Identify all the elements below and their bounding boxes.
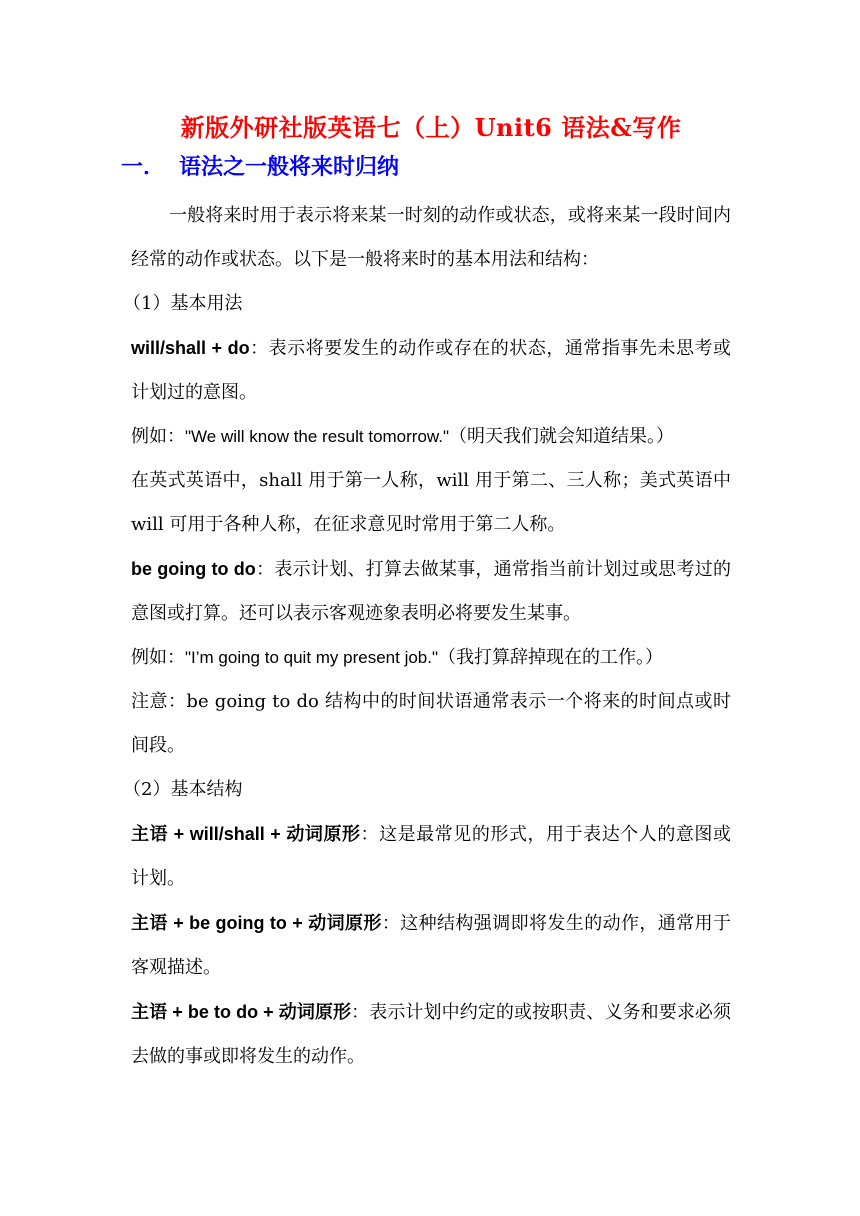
going-example-paragraph [131,636,731,680]
structure-going-term: 主语 + be going to + 动词原形 [131,913,382,933]
structure-going-paragraph [131,901,731,990]
will-example-chinese: （明天我们就会知道结果。） [449,426,675,447]
shall-note-paragraph: 在英式英语中，shall 用于第一人称，will 用于第二、三人称；美式英语中 will 可用于各种人称，在征求意见时常用于第二人称。 [131,470,731,535]
page-title: 新版外研社版英语七（上）Unit6 语法&写作 [180,113,682,142]
section-heading-text: 语法之一般将来时归纳 [179,154,400,180]
structure-will-term: 主语 + will/shall + 动词原形 [131,824,361,844]
usage-heading: （1）基本用法 [123,293,243,314]
will-example-english: "We will know the result tomorrow." [185,427,450,446]
structure-be-to-description: ：表示计划中约定的或按职责、义务和要求必须去做的事或即将发生的动作。 [131,1002,732,1067]
will-example-paragraph [131,415,731,459]
structure-be-to-paragraph [131,990,731,1079]
structure-be-to-term: 主语 + be to do + 动词原形 [131,1002,352,1022]
going-example-chinese: （我打算辞掉现在的工作。） [438,647,664,668]
will-shall-paragraph [131,326,731,415]
going-example-prefix: 例如： [131,647,185,668]
going-to-description: ：表示计划、打算去做某事，通常指当前计划过或思考过的意图或打算。还可以表示客观迹象表明必将要发生某事。 [131,559,731,624]
structure-going-description: ：这种结构强调即将发生的动作，通常用于客观描述。 [131,913,732,978]
going-example-english: "I’m going to quit my present job." [185,648,439,667]
structure-heading: （2）基本结构 [123,779,243,800]
document-page [121,108,732,1079]
going-to-paragraph [131,547,731,636]
structure-will-paragraph [131,812,731,901]
intro-paragraph: 一般将来时用于表示将来某一时刻的动作或状态，或将来某一段时间内经常的动作或状态。以下是一般将来时的基本用法和结构： [131,205,731,270]
will-shall-term: will/shall + do [131,338,250,358]
going-to-term: be going to do [131,559,256,579]
will-example-prefix: 例如： [131,426,185,447]
will-shall-description: ：表示将要发生的动作或存在的状态，通常指事先未思考或计划过的意图。 [131,338,731,403]
going-note-paragraph: 注意：be going to do 结构中的时间状语通常表示一个将来的时间点或时间段。 [131,691,731,756]
section-heading [121,150,731,184]
structure-will-description: ：这是最常见的形式，用于表达个人的意图或计划。 [131,824,731,889]
section-number: 一． [121,154,166,180]
